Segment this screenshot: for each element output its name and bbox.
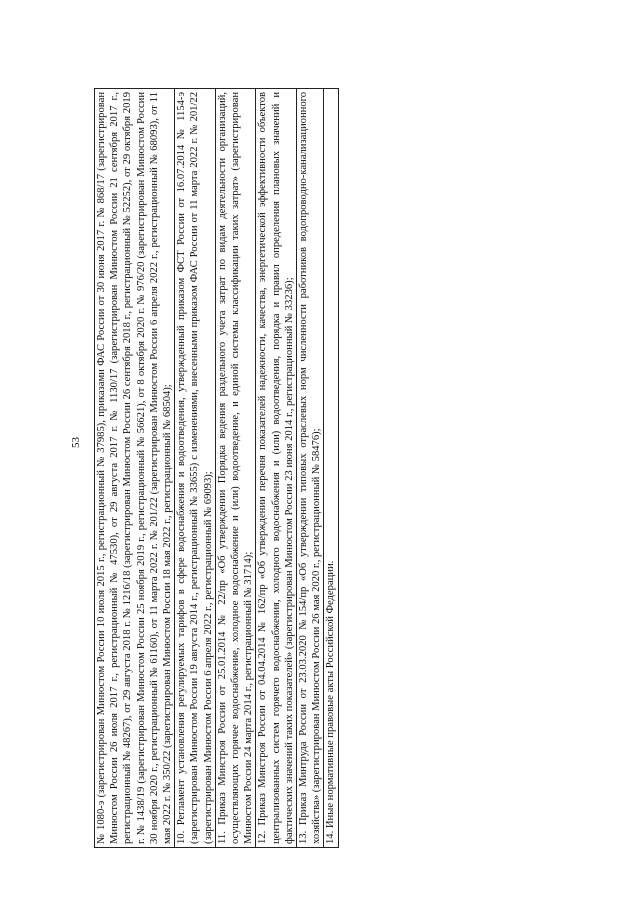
table-row [297,89,324,848]
table-row [95,89,175,848]
table-row [175,89,216,848]
table-cell: № 1080-э (зарегистрирован Минюстом России 10 июля 2015 г., регистрационный № 37985), приказами ФАС России от 30 июня 2017 г. № 868/17 (зарегистрирован Минюстом России 26 июля 2017 г., регистрационный № 47530), от 29 августа 2017 г. № 1130/17 (зарегистрирован Минюстом России 21 сентября 2017 г., регистрационный № 48267), от 29 августа 2018 г. № 1216/18 (зарегистрирован Минюстом России 26 сентября 2018 г., регистрационный № 52252), от 29 октября 2019 г. № 1438/19 (зарегистрирован Минюстом России 25 ноября 2019 г., регистрационный № 56621), от 8 октября 2020 г. № 976/20 (зарегистрирован Минюстом России 30 ноября 2020 г., регистрационный № 61160), от 11 марта 2022 г. № 201/22 (зарегистрирован Минюстом России 6 апреля 2022 г., регистрационный № 68093), от 11 мая 2022 г. № 350/22 (зарегистрирован Минюстом России 18 мая 2022 г., регистрационный № 68504); [95,89,175,848]
table-row [324,89,338,848]
table-cell: 11. Приказ Минстроя России от 25.01.2014 № 22/пр «Об утверждении Порядка ведения раздельного учета затрат по видам деятельности организаций, осуществляющих горячее водоснабжение, холодное водоснабжение и (или) водоотведение, и единой системы классификации таких затрат» (зарегистрирован Минюстом России 24 марта 2014 г., регистрационный № 31714); [215,89,256,848]
table-cell: 12. Приказ Минстроя России от 04.04.2014 № 162/пр «Об утверждении перечня показателей надежности, качества, энергетической эффективности объектов централизованных систем горячего водоснабжения, холодного водоснабжения и (или) водоотведения, порядка и правил определения плановых значений и фактических значений таких показателей» (зарегистрирован Минюстом России 23 июня 2014 г., регистрационный № 33236); [256,89,297,848]
table-cell: 14. Иные нормативные правовые акты Российской Федерации. [324,89,338,848]
table-cell: 13. Приказ Минтруда России от 23.03.2020 №154/пр «Об утверждении типовых отраслевых норм численности работников водопроводно-канализационного хозяйства» (зарегистрирован Минюстом России 26 мая 2020 г., регистрационный № 58476); [297,89,324,848]
rotated-table-container [94,88,339,848]
table-cell: 10. Регламент установления регулируемых тарифов в сфере водоснабжения и водоотведения, утвержденный приказом ФСТ России от 16.07.2014 № 1154-э (зарегистрирован Минюстом России 19 августа 2014 г., регистрационный № 33655) с изменениями, внесенными приказом ФАС России от 11 марта 2022 г. № 201/22 (зарегистрирован Минюстом России 6 апреля 2022 г., регистрационный № 69093); [175,89,216,848]
table-row [215,89,256,848]
table-row [256,89,297,848]
regulations-table [94,88,339,848]
page-number: 53 [70,437,82,448]
